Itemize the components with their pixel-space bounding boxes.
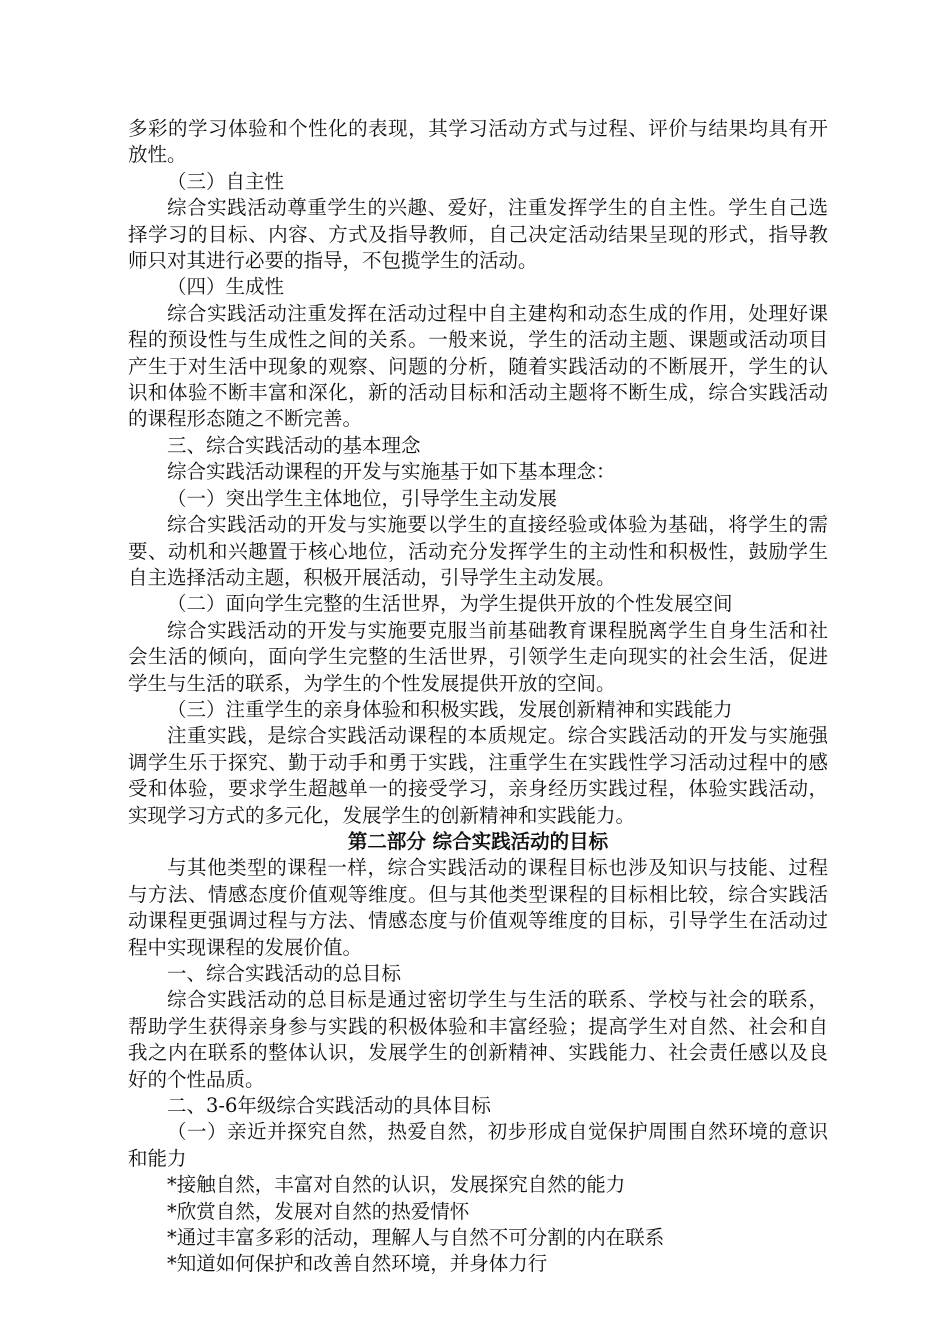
paragraph-goals-intro: 与其他类型的课程一样，综合实践活动的课程目标也涉及知识与技能、过程与方法、情感态度价值观等维度。但与其他类型课程的目标相比较，综合实践活动课程更强调过程与方法、情感态度与价值观等维度的目标，引导学生在活动过程中实现课程的发展价值。 xyxy=(128,856,828,959)
heading-specific-goals: 二、3-6年级综合实践活动的具体目标 xyxy=(167,1094,491,1118)
paragraph-concept-2: 综合实践活动的开发与实施要克服当前基础教育课程脱离学生自身生活和社会生活的倾向，面向学生完整的生活世界，引领学生走向现实的社会生活，促进学生与生活的联系，为学生的个性发展提供开放的空间。 xyxy=(128,618,828,695)
paragraph-openness-end: 多彩的学习体验和个性化的表现，其学习活动方式与过程、评价与结果均具有开放性。 xyxy=(128,117,828,167)
bullet-item: *知道如何保护和改善自然环境，并身体力行 xyxy=(167,1252,548,1276)
paragraph-concept-3: 注重实践，是综合实践活动课程的本质规定。综合实践活动的开发与实施强调学生乐于探究、勤于动手和勇于实践，注重学生在实践性学习活动过程中的感受和体验，要求学生超越单一的接受学习，亲身经历实践过程，体验实践活动，实现学习方式的多元化，发展学生的创新精神和实践能力。 xyxy=(128,724,828,827)
paragraph-generative: 综合实践活动注重发挥在活动过程中自主建构和动态生成的作用，处理好课程的预设性与生成性之间的关系。一般来说，学生的活动主题、课题或活动项目产生于对生活中现象的观察、问题的分析，随着实践活动的不断展开，学生的认识和体验不断丰富和深化，新的活动目标和活动主题将不断生成，综合实践活动的课程形态随之不断完善。 xyxy=(128,301,828,431)
paragraph-specific-goal-1: （一）亲近并探究自然，热爱自然，初步形成自觉保护周围自然环境的意识和能力 xyxy=(128,1120,828,1170)
heading-generative: （四）生成性 xyxy=(167,275,285,299)
paragraph-autonomy: 综合实践活动尊重学生的兴趣、爱好，注重发挥学生的自主性。学生自己选择学习的目标、内容、方式及指导教师，自己决定活动结果呈现的形式，指导教师只对其进行必要的指导，不包揽学生的活动。 xyxy=(128,196,828,273)
paragraph-concept-1: 综合实践活动的开发与实施要以学生的直接经验或体验为基础，将学生的需要、动机和兴趣置于核心地位，活动充分发挥学生的主动性和积极性，鼓励学生自主选择活动主题，积极开展活动，引导学生主动发展。 xyxy=(128,513,828,589)
heading-concept-2: （二）面向学生完整的生活世界，为学生提供开放的个性发展空间 xyxy=(167,592,733,616)
bullet-item: *接触自然，丰富对自然的认识，发展探究自然的能力 xyxy=(167,1173,626,1197)
heading-basic-concepts: 三、综合实践活动的基本理念 xyxy=(167,433,421,457)
heading-autonomy: （三）自主性 xyxy=(167,169,285,193)
heading-overall-goal: 一、综合实践活动的总目标 xyxy=(167,962,402,985)
document-page xyxy=(128,116,828,1278)
paragraph-overall-goal: 综合实践活动的总目标是通过密切学生与生活的联系、学校与社会的联系，帮助学生获得亲身参与实践的积极体验和丰富经验；提高学生对自然、社会和自我之内在联系的整体认识，发展学生的创新精神、实践能力、社会责任感以及良好的个性品质。 xyxy=(128,988,828,1091)
paragraph-concepts-intro: 综合实践活动课程的开发与实施基于如下基本理念： xyxy=(167,460,616,484)
heading-concept-3: （三）注重学生的亲身体验和积极实践，发展创新精神和实践能力 xyxy=(167,697,733,721)
bullet-item: *通过丰富多彩的活动，理解人与自然不可分割的内在联系 xyxy=(167,1226,665,1250)
bullet-item: *欣赏自然，发展对自然的热爱情怀 xyxy=(167,1199,470,1223)
part-two-title: 第二部分 综合实践活动的目标 xyxy=(347,829,609,853)
heading-concept-1: （一）突出学生主体地位，引导学生主动发展 xyxy=(167,486,558,510)
